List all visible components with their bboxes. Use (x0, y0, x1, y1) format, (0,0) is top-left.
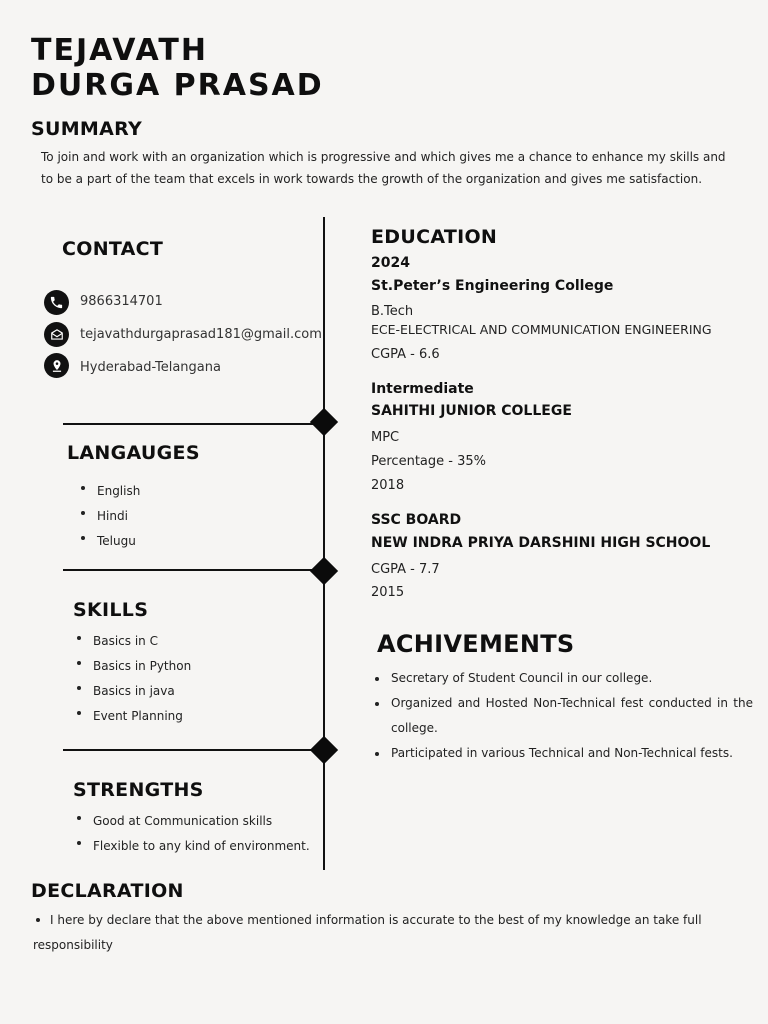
ssc-score: CGPA - 7.7 (371, 562, 440, 577)
intermediate-level: Intermediate (371, 381, 474, 397)
list-item: Organized and Hosted Non-Technical fest conducted in the college. (372, 691, 753, 741)
contact-location: Hyderabad-Telangana (80, 360, 221, 375)
summary-text: To join and work with an organization which is progressive and which gives me a chance to enhance my skills and to be a part of the team that excels in work towards the growth of the organization and gives me satisfaction. (41, 150, 726, 186)
timeline-vertical-line (323, 217, 325, 870)
skills-heading: SKILLS (73, 599, 149, 621)
email-icon (44, 322, 69, 347)
list-item: Telugu (78, 529, 140, 554)
languages-list (78, 479, 140, 554)
divider-line (63, 749, 324, 751)
college-degree: B.Tech (371, 304, 414, 319)
list-item: Basics in C (74, 629, 191, 654)
intermediate-year: 2018 (371, 478, 405, 493)
declaration-text: I here by declare that the above mentioned information is accurate to the best of my knowledge an take full responsibility (33, 913, 702, 952)
list-item: Participated in various Technical and Non-Technical fests. (372, 741, 753, 766)
location-icon (44, 353, 69, 378)
declaration-paragraph (33, 908, 743, 958)
declaration-heading: DECLARATION (31, 880, 184, 902)
first-name: TEJAVATH (31, 33, 208, 68)
intermediate-stream: MPC (371, 430, 400, 445)
college-branch: ECE-ELECTRICAL AND COMMUNICATION ENGINEERING (371, 322, 712, 337)
list-item: Good at Communication skills (74, 809, 310, 834)
contact-heading: CONTACT (62, 238, 164, 260)
last-name: DURGA PRASAD (31, 68, 324, 103)
timeline-diamond (310, 736, 338, 764)
ssc-name: NEW INDRA PRIYA DARSHINI HIGH SCHOOL (371, 535, 711, 551)
strengths-heading: STRENGTHS (73, 779, 204, 801)
summary-heading: SUMMARY (31, 118, 143, 140)
college-name: St.Peter’s Engineering College (371, 278, 614, 294)
ssc-year: 2015 (371, 585, 405, 600)
phone-icon (44, 290, 69, 315)
intermediate-name: SAHITHI JUNIOR COLLEGE (371, 403, 572, 419)
bullet-dot (36, 918, 40, 922)
ssc-level: SSC BOARD (371, 512, 462, 528)
timeline-diamond (310, 408, 338, 436)
achievements-heading: ACHIVEMENTS (377, 630, 575, 658)
intermediate-score: Percentage - 35% (371, 454, 486, 469)
list-item: English (78, 479, 140, 504)
list-item: Basics in Python (74, 654, 191, 679)
college-year: 2024 (371, 255, 410, 271)
achievements-list (372, 666, 753, 766)
divider-line (63, 569, 324, 571)
divider-line (63, 423, 324, 425)
list-item: Flexible to any kind of environment. (74, 834, 310, 859)
college-score: CGPA - 6.6 (371, 347, 440, 362)
list-item: Hindi (78, 504, 140, 529)
languages-heading: LANGAUGES (67, 442, 200, 464)
skills-list (74, 629, 191, 729)
contact-email[interactable]: tejavathdurgaprasad181@gmail.com (80, 327, 322, 342)
contact-phone[interactable]: 9866314701 (80, 294, 163, 309)
list-item: Secretary of Student Council in our college. (372, 666, 753, 691)
education-heading: EDUCATION (371, 226, 498, 248)
timeline-diamond (310, 557, 338, 585)
strengths-list (74, 809, 310, 859)
list-item: Basics in java (74, 679, 191, 704)
list-item: Event Planning (74, 704, 191, 729)
